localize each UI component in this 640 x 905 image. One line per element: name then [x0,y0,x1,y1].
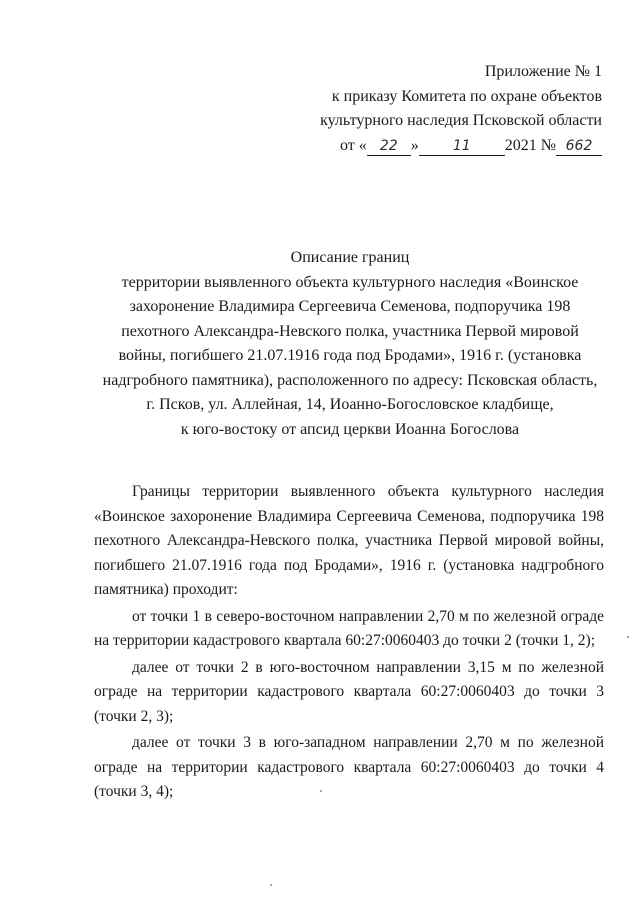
heading-title: Описание границ [290,249,410,266]
boundary-segment: далее от точки 2 в юго-восточном направлении 3,15 м по железной ограде на территории кадастрового квартала 60:27:0060403 до точки 3 (точки 2, 3); [94,658,604,725]
heading-line: территории выявленного объекта культурного наследия «Воинское [121,273,579,291]
boundary-segment: далее от точки 3 в юго-западном направлении 2,70 м по железной ограде на территории кадастрового квартала 60:27:0060403 до точки 4 (точки 3, 4); [94,734,604,800]
appendix-title: Приложение № 1 [484,63,602,80]
date-mid: » [410,136,419,154]
handwritten-order-number: 662 [556,137,602,156]
appendix-block [320,60,602,158]
handwritten-month: 11 [419,137,505,156]
heading-line: г. Псков, ул. Аллейная, 14, Иоанно-Богословское кладбище, [146,396,554,413]
heading-line: войны, погибшего 21.07.1916 года под Бродами», 1916 г. (установка [118,347,582,364]
heading-line: захоронение Владимира Сергеевича Семенова, подпоручика 198 [129,298,571,315]
appendix-date-line [320,134,602,159]
document-body [94,480,604,805]
scan-speck [627,636,629,638]
intro-paragraph: Границы территории выявленного объекта культурного наследия «Воинское захоронение Владимира Сергеевича Семенова, подпоручика 198 пехотного Александра-Невского полка, участника Первой мировой войны, погибшего 21.07.1916 года под Бродами», 1916 г. (установка надгробного памятника) проходит: [94,483,604,598]
heading-line: надгробного памятника), расположенного по адресу: Псковская область, [102,371,598,389]
heading-line: пехотного Александра-Невского полка, участника Первой мировой [121,322,579,340]
date-year: 2021 № [504,136,556,154]
appendix-order-line: к приказу Комитета по охране объектов [331,87,602,105]
handwritten-day: 22 [367,137,411,156]
boundary-segment: от точки 1 в северо-восточном направлении 2,70 м по железной ограде на территории кадастрового квартала 60:27:0060403 до точки 2 (точки 1, 2); [94,607,604,649]
scan-speck [320,790,322,792]
heading-line: к юго-востоку от апсид церкви Иоанна Богослова [180,420,520,438]
document-heading [80,246,620,442]
date-prefix: от « [339,136,367,154]
scan-speck [270,884,272,886]
appendix-committee-line: культурного наследия Псковской области [320,112,602,129]
